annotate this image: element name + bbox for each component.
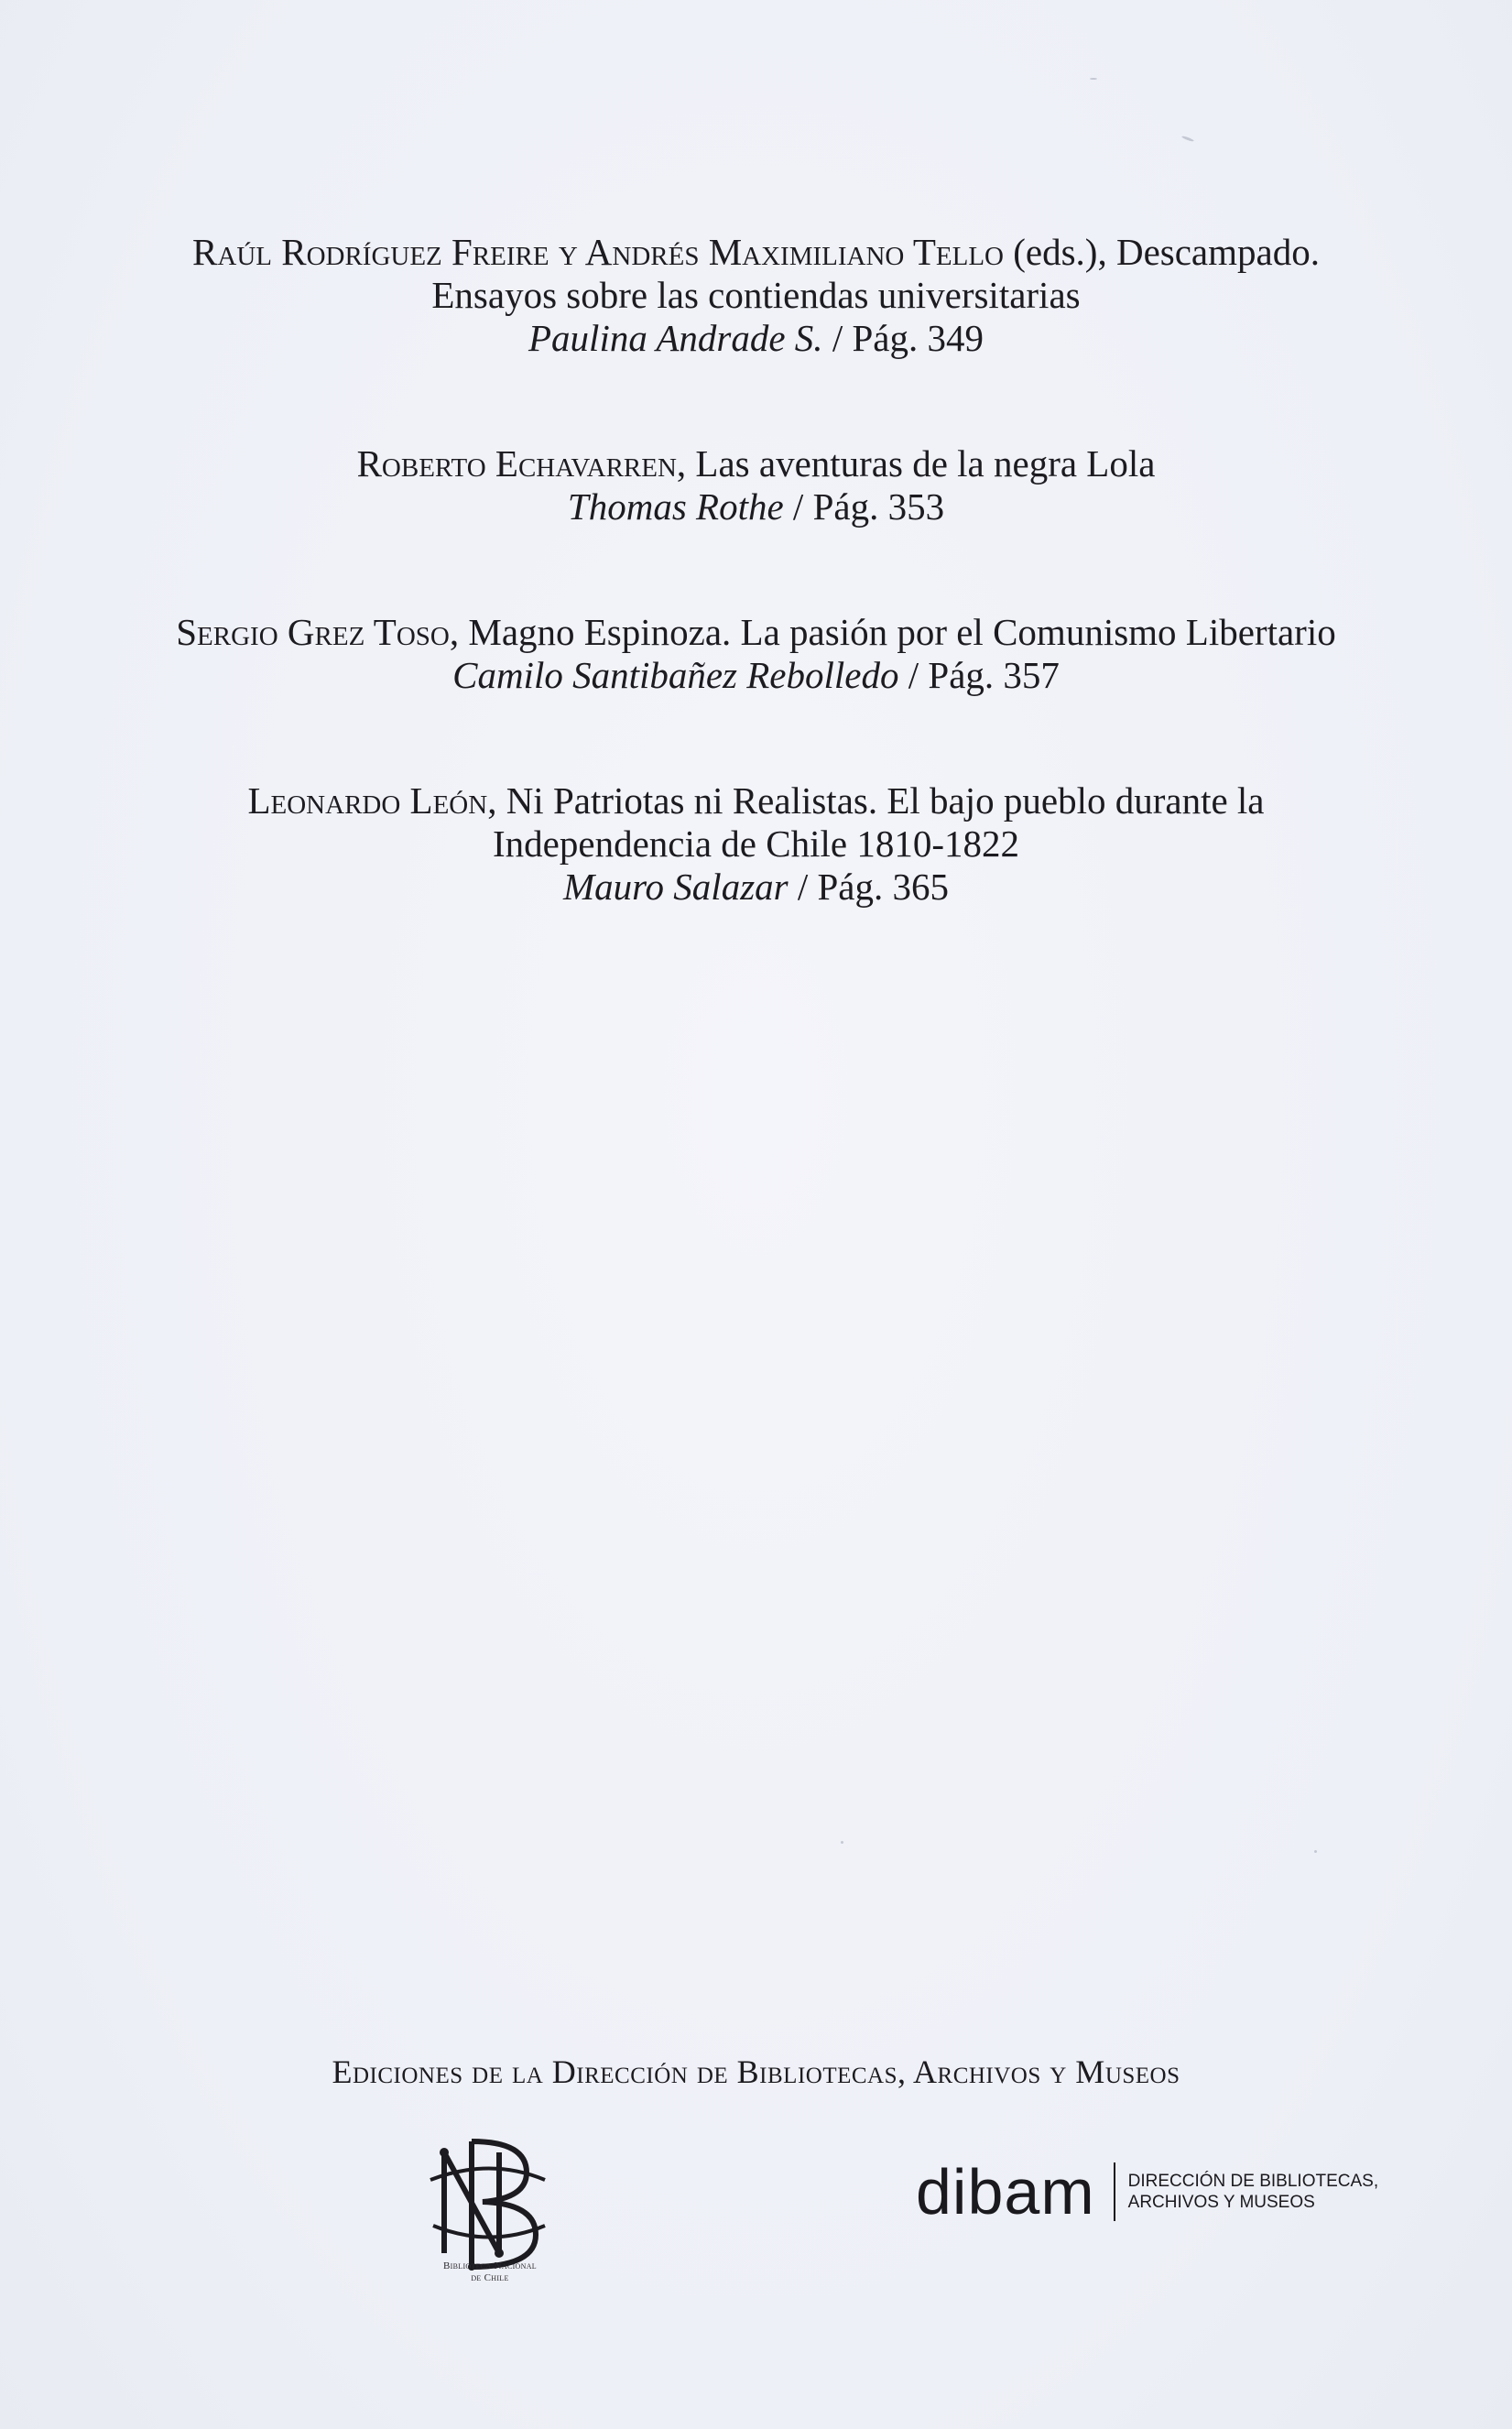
review-credit (0, 485, 1512, 528)
review-title: , Ni Patriotas ni Realistas. El bajo pueblo durante la (487, 779, 1265, 822)
paper-speck (1181, 136, 1194, 143)
review-entry-1 (0, 231, 1512, 360)
review-entry-3 (0, 611, 1512, 697)
bn-caption-line: Biblioteca Nacional (443, 2260, 537, 2271)
review-author: Leonardo León (247, 779, 488, 822)
review-credit (0, 654, 1512, 697)
review-title-continued: Independencia de Chile 1810-1822 (493, 822, 1019, 865)
page-reference: / Pág. 365 (788, 866, 950, 908)
review-heading (0, 779, 1512, 822)
review-title: , Las aventuras de la negra Lola (676, 442, 1156, 485)
paper-speck (1090, 78, 1097, 80)
dibam-wordmark: dibam (916, 2156, 1095, 2227)
review-credit (0, 317, 1512, 360)
logo-divider (1114, 2162, 1115, 2221)
review-author: Roberto Echavarren (356, 442, 677, 485)
page-reference: / Pág. 353 (783, 485, 945, 528)
review-title: , Magno Espinoza. La pasión por el Comunismo Libertario (449, 611, 1336, 653)
biblioteca-nacional-logo (408, 2125, 572, 2281)
dibam-subtitle-line: DIRECCIÓN DE BIBLIOTECAS, (1127, 2172, 1379, 2191)
review-heading (0, 442, 1512, 485)
review-author: Raúl Rodríguez Freire y Andrés Maximiliano Tello (192, 231, 1004, 273)
biblioteca-nacional-caption (385, 2260, 595, 2284)
review-credit (0, 866, 1512, 909)
page-reference: / Pág. 357 (898, 654, 1060, 696)
dibam-subtitle (1128, 2171, 1378, 2213)
reviewer-name: Mauro Salazar (562, 866, 789, 908)
reviewer-name: Thomas Rothe (567, 485, 784, 528)
dibam-logo (916, 2156, 1379, 2227)
review-title-continued: Ensayos sobre las contiendas universitarias (431, 274, 1081, 316)
page-reference: / Pág. 349 (822, 317, 984, 359)
bn-caption-line: de Chile (471, 2272, 509, 2283)
review-entry-2 (0, 442, 1512, 528)
paper-speck (841, 1841, 843, 1844)
dibam-subtitle-line: ARCHIVOS Y MUSEOS (1127, 2193, 1315, 2212)
reviewer-name: Camilo Santibañez Rebolledo (452, 654, 899, 696)
review-heading (0, 611, 1512, 654)
review-author: Sergio Grez Toso (176, 611, 450, 653)
review-heading (0, 231, 1512, 274)
review-entry-4 (0, 779, 1512, 909)
review-title: (eds.), Descampado. (1004, 231, 1320, 273)
paper-speck (1314, 1850, 1317, 1853)
publisher-line: Ediciones de la Dirección de Bibliotecas, Archivos y Museos (332, 2053, 1180, 2090)
reviewer-name: Paulina Andrade S. (528, 317, 823, 359)
